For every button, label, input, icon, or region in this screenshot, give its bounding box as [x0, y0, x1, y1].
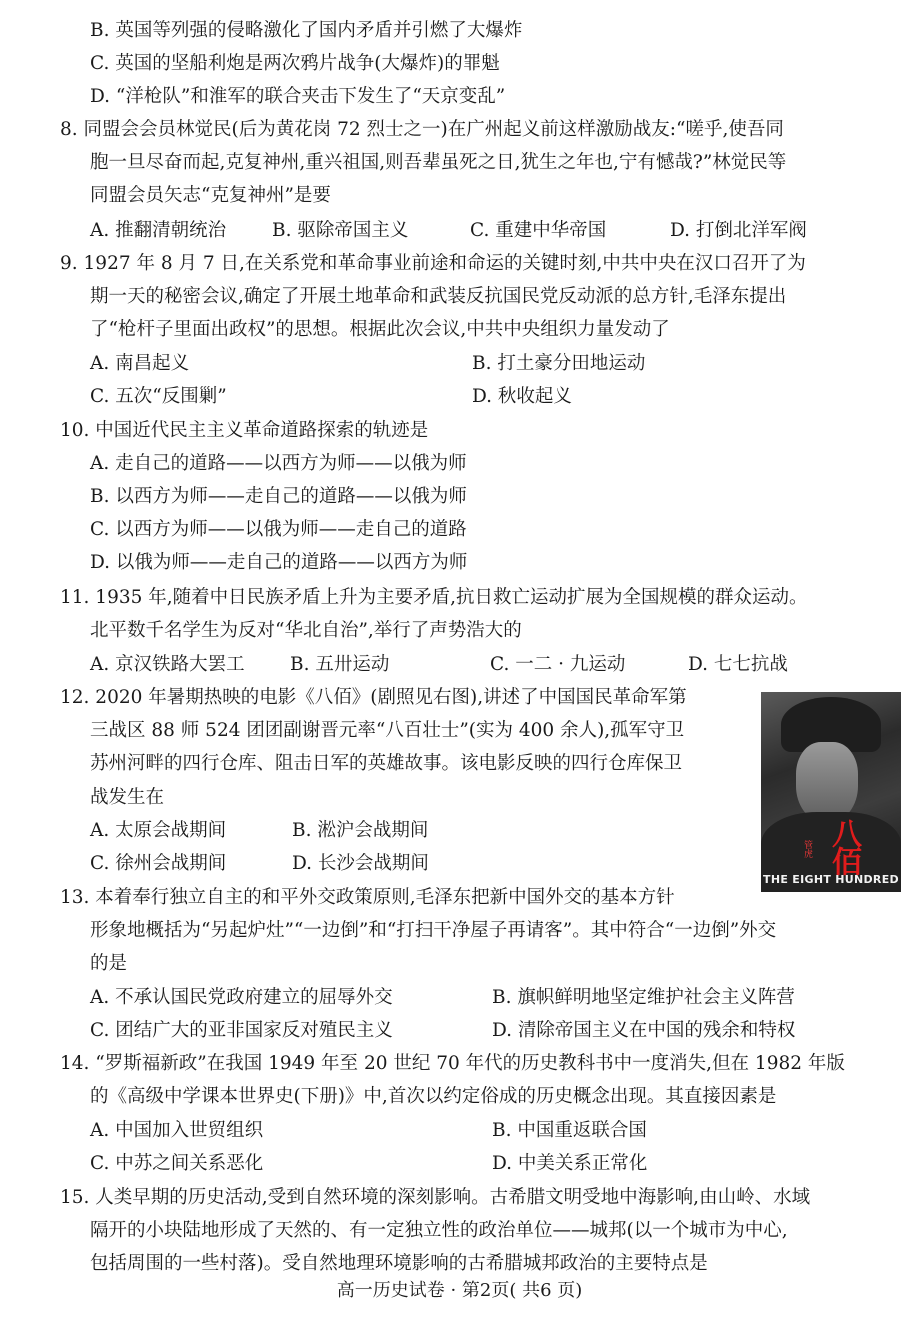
q15-stem-line-2: 隔开的小块陆地形成了天然的、有一定独立性的政治单位——城邦(以一个城市为中心, — [90, 1220, 788, 1241]
q8-options — [90, 216, 890, 246]
q14-stem-line-2: 的《高级中学课本世界史(下册)》中,首次以约定俗成的历史概念出现。其直接因素是 — [90, 1086, 777, 1107]
q8-stem-line-2: 胞一旦尽奋而起,克复神州,重兴祖国,则吾辈虽死之日,犹生之年也,宁有憾哉?”林觉民等 — [90, 152, 787, 173]
page-footer: 高一历史试卷 · 第2页( 共6 页) — [336, 1280, 583, 1301]
q13-stem-line-3: 的是 — [90, 953, 128, 974]
q13-stem-line-2: 形象地概括为“另起炉灶”“一边倒”和“打扫干净屋子再请客”。其中符合“一边倒”外交 — [90, 920, 777, 941]
q12-option-c: C. 徐州会战期间 — [90, 853, 227, 874]
q14-option-d: D. 中美关系正常化 — [492, 1153, 648, 1174]
q9-stem-line-1: 9. 1927 年 8 月 7 日,在关系党和革命事业前途和命运的关键时刻,中共中央在汉口召开了为 — [60, 253, 806, 274]
q7-option-c: C. 英国的坚船利炮是两次鸦片战争(大爆炸)的罪魁 — [90, 53, 500, 74]
q11-option-b: B. 五卅运动 — [290, 654, 390, 675]
q12-option-d: D. 长沙会战期间 — [292, 853, 429, 874]
q11-option-c: C. 一二 · 九运动 — [490, 654, 626, 675]
q8-option-a: A. 推翻清朝统治 — [90, 220, 227, 241]
movie-poster-image — [761, 692, 901, 892]
q8-stem-line-1: 8. 同盟会会员林觉民(后为黄花岗 72 烈士之一)在广州起义前这样激励战友:“嗟乎,使吾同 — [60, 119, 784, 140]
poster-title-en: THE EIGHT HUNDRED — [763, 873, 899, 886]
poster-director-text: 管虎 — [802, 840, 812, 858]
q10-option-c: C. 以西方为师——以俄为师——走自己的道路 — [90, 519, 467, 540]
q12-option-b: B. 淞沪会战期间 — [292, 820, 429, 841]
q9-option-b: B. 打土豪分田地运动 — [472, 353, 646, 374]
q11-options — [90, 650, 890, 680]
q12-option-a: A. 太原会战期间 — [90, 820, 227, 841]
q12-stem-line-3: 苏州河畔的四行仓库、阻击日军的英雄故事。该电影反映的四行仓库保卫 — [90, 753, 683, 774]
q10-option-d: D. 以俄为师——走自己的道路——以西方为师 — [90, 552, 468, 573]
q8-option-b: B. 驱除帝国主义 — [272, 220, 409, 241]
q7-option-b: B. 英国等列强的侵略激化了国内矛盾并引燃了大爆炸 — [90, 20, 523, 41]
q14-option-c: C. 中苏之间关系恶化 — [90, 1153, 264, 1174]
q12-stem-line-4: 战发生在 — [90, 787, 165, 808]
q10-stem: 10. 中国近代民主主义革命道路探索的轨迹是 — [60, 420, 429, 441]
q7-option-d: D. “洋枪队”和淮军的联合夹击下发生了“天京变乱” — [90, 86, 506, 107]
q14-stem-line-1: 14. “罗斯福新政”在我国 1949 年至 20 世纪 70 年代的历史教科书中一度消失,但在 1982 年版 — [60, 1053, 845, 1074]
q13-option-d: D. 清除帝国主义在中国的残余和特权 — [492, 1020, 796, 1041]
q10-option-b: B. 以西方为师——走自己的道路——以俄为师 — [90, 486, 467, 507]
q8-stem-line-3: 同盟会员矢志“克复神州”是要 — [90, 185, 331, 206]
q15-stem-line-1: 15. 人类早期的历史活动,受到自然环境的深刻影响。古希腊文明受地中海影响,由山岭、水域 — [60, 1187, 811, 1208]
poster-face-shape — [796, 742, 858, 822]
q9-option-a: A. 南昌起义 — [90, 353, 190, 374]
q15-stem-line-3: 包括周围的一些村落)。受自然地理环境影响的古希腊城邦政治的主要特点是 — [90, 1253, 708, 1274]
poster-title-cn: 八佰 — [826, 818, 861, 874]
q12-stem-line-2: 三战区 88 师 524 团团副谢晋元率“八百壮士”(实为 400 余人),孤军守卫 — [90, 720, 685, 741]
q8-option-d: D. 打倒北洋军阀 — [670, 220, 807, 241]
q11-option-a: A. 京汉铁路大罢工 — [90, 654, 245, 675]
q13-stem-line-1: 13. 本着奉行独立自主的和平外交政策原则,毛泽东把新中国外交的基本方针 — [60, 887, 675, 908]
q8-option-c: C. 重建中华帝国 — [470, 220, 607, 241]
q9-stem-line-2: 期一天的秘密会议,确定了开展土地革命和武装反抗国民党反动派的总方针,毛泽东提出 — [90, 286, 787, 307]
q14-option-b: B. 中国重返联合国 — [492, 1120, 647, 1141]
q11-option-d: D. 七七抗战 — [688, 654, 788, 675]
q9-option-c: C. 五次“反围剿” — [90, 386, 227, 407]
q12-stem-line-1: 12. 2020 年暑期热映的电影《八佰》(剧照见右图),讲述了中国国民革命军第 — [60, 687, 687, 708]
q11-stem-line-2: 北平数千名学生为反对“华北自治”,举行了声势浩大的 — [90, 620, 522, 641]
q9-stem-line-3: 了“枪杆子里面出政权”的思想。根据此次会议,中共中央组织力量发动了 — [90, 319, 670, 340]
q9-option-d: D. 秋收起义 — [472, 386, 572, 407]
q13-option-a: A. 不承认国民党政府建立的屈辱外交 — [90, 987, 393, 1008]
q14-option-a: A. 中国加入世贸组织 — [90, 1120, 264, 1141]
q13-option-b: B. 旗帜鲜明地坚定维护社会主义阵营 — [492, 987, 795, 1008]
q11-stem-line-1: 11. 1935 年,随着中日民族矛盾上升为主要矛盾,抗日救亡运动扩展为全国规模的群众运动。 — [60, 587, 808, 608]
q13-option-c: C. 团结广大的亚非国家反对殖民主义 — [90, 1020, 393, 1041]
q10-option-a: A. 走自己的道路——以西方为师——以俄为师 — [90, 453, 467, 474]
